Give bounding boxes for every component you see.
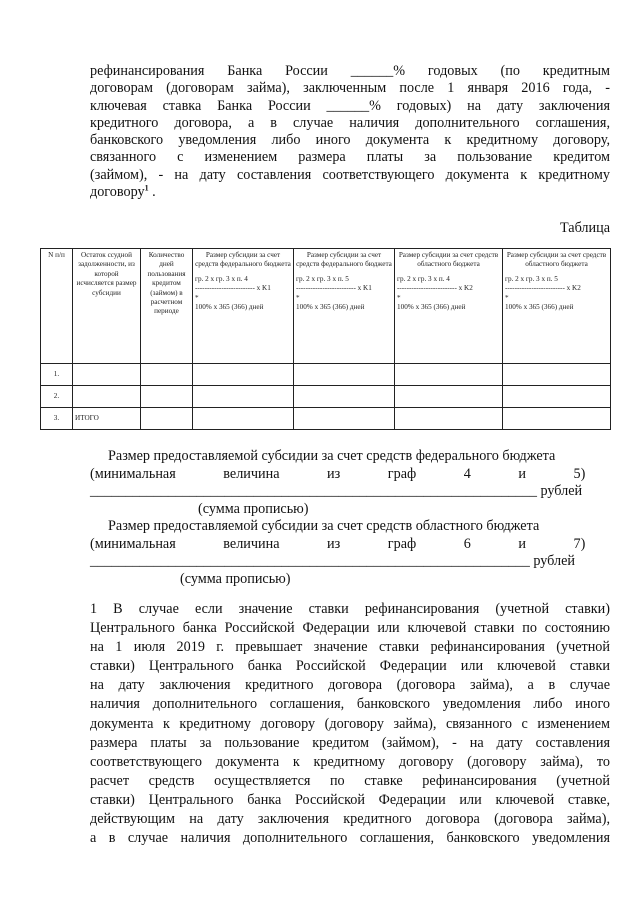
- formula-star: *: [296, 293, 300, 302]
- formula-line: ------------------------- x K1: [195, 284, 271, 293]
- federal-subsidy-block: [90, 448, 610, 518]
- header-regional-subsidy-p4: [395, 249, 503, 364]
- table-row-total: [41, 408, 611, 430]
- footnote-line: 1 В случае если значение ставки рефинансирования (учетной ставки): [90, 601, 610, 617]
- row-number: 2.: [41, 386, 73, 408]
- text-line: (займом), - на дату составления соответствующего документа к кредитному: [90, 166, 610, 183]
- formula-line: ------------------------- x K2: [397, 284, 473, 293]
- table-row: [41, 364, 611, 386]
- formula-numerator: гр. 2 x гр. 3 x п. 4: [397, 274, 450, 283]
- footnote-line: ставки) Центрального банка Российской Федерации или ключевой ставке,: [90, 791, 610, 808]
- last-line-end: .: [152, 184, 156, 201]
- formula-star: *: [195, 293, 199, 302]
- table-row: [41, 386, 611, 408]
- header-title: Размер субсидии за счет средств федерального бюджета: [195, 251, 291, 269]
- table-cell[interactable]: [193, 408, 294, 430]
- federal-caption: (сумма прописью): [198, 500, 309, 517]
- table-cell[interactable]: [395, 386, 503, 408]
- table-cell[interactable]: [395, 364, 503, 386]
- header-title: Размер субсидии за счет средств областного бюджета: [506, 251, 607, 269]
- formula-line: ------------------------- x K1: [296, 284, 372, 293]
- footnote-line: Центрального банка Российской Федерации или ключевой ставки по состоянию: [90, 620, 610, 637]
- formula-star: *: [505, 293, 509, 302]
- footnote: [90, 600, 610, 848]
- regional-amount-blank[interactable]: ______________________________________________________________: [90, 553, 530, 569]
- formula-numerator: гр. 2 x гр. 3 x п. 5: [296, 274, 349, 283]
- table-cell[interactable]: [395, 408, 503, 430]
- footnote-line: размера платы за пользование кредитом (займом), - на дату составления: [90, 734, 610, 751]
- text-line: банковского уведомления либо иного документа к кредитному договору,: [90, 132, 610, 149]
- table-cell[interactable]: [141, 386, 193, 408]
- federal-line2: (минимальная величина из граф 4 и 5): [90, 465, 586, 482]
- subsidy-table: [40, 248, 611, 430]
- footnote-line: соответствующего документа к кредитному договору (договору займа), то: [90, 753, 610, 770]
- text-line: ключевая ставка Банка России ______% годовых) на дату заключения: [90, 97, 610, 114]
- formula-denominator: 100% x 365 (366) дней: [296, 303, 365, 312]
- formula-numerator: гр. 2 x гр. 3 x п. 5: [505, 274, 558, 283]
- header-number: N п/п: [41, 249, 73, 364]
- paragraph-refinancing: [90, 63, 610, 201]
- text-line-last: [90, 184, 610, 201]
- footnote-line: на дату заключения кредитного договора (договора займа), а в случае: [90, 677, 610, 694]
- regional-line1: Размер предоставляемой субсидии за счет средств областного бюджета: [108, 518, 540, 534]
- federal-amount-blank[interactable]: _______________________________________________________________: [90, 483, 537, 499]
- table-cell[interactable]: [73, 386, 141, 408]
- formula-numerator: гр. 2 x гр. 3 x п. 4: [195, 274, 248, 283]
- formula-star: *: [397, 293, 401, 302]
- footnote-line: действующим на дату заключения кредитного договора (договора займа),: [90, 811, 610, 828]
- table-cell[interactable]: [193, 364, 294, 386]
- header-federal-subsidy-p4: [193, 249, 294, 364]
- formula-denominator: 100% x 365 (366) дней: [397, 303, 466, 312]
- last-line-text: договору: [90, 184, 145, 201]
- footnote-line: на 1 июля 2019 г. превышает значение ставки рефинансирования (учетной: [90, 639, 610, 656]
- table-cell[interactable]: [294, 386, 395, 408]
- table-cell[interactable]: [73, 364, 141, 386]
- footnote-mark[interactable]: 1: [144, 183, 149, 193]
- footnote-line: наличия дополнительного соглашения, банковского уведомления либо иного: [90, 696, 610, 713]
- federal-unit: рублей: [540, 483, 583, 499]
- regional-amount-row: [90, 553, 610, 571]
- table-cell[interactable]: [141, 364, 193, 386]
- table-cell[interactable]: [141, 408, 193, 430]
- footnote-line: документа к кредитному договору (договору займа), связанного с изменением: [90, 715, 610, 732]
- footnote-line: расчет средств осуществляется по ставке рефинансирования (учетной: [90, 772, 610, 789]
- federal-amount-row: [90, 483, 610, 501]
- text-line: договорам (договорам займа), заключенным после 1 января 2016 года, -: [90, 80, 610, 97]
- header-title: Размер субсидии за счет средств областного бюджета: [398, 251, 499, 269]
- table-cell[interactable]: [503, 364, 611, 386]
- header-regional-subsidy-p5: [503, 249, 611, 364]
- header-days: Количество дней пользования кредитом (займом) в расчетном периоде: [141, 249, 193, 364]
- table-cell[interactable]: [193, 386, 294, 408]
- table-cell[interactable]: [503, 408, 611, 430]
- text-line: кредитного договора, а в случае наличия дополнительного соглашения,: [90, 114, 610, 131]
- table-header-row: [41, 249, 611, 364]
- formula-denominator: 100% x 365 (366) дней: [195, 303, 264, 312]
- formula-line: ------------------------- x K2: [505, 284, 581, 293]
- table-cell[interactable]: [294, 364, 395, 386]
- header-federal-subsidy-p5: [294, 249, 395, 364]
- regional-subsidy-block: [90, 518, 610, 588]
- row-number: 1.: [41, 364, 73, 386]
- text-line: рефинансирования Банка России ______% годовых (по кредитным: [90, 63, 610, 79]
- regional-caption: (сумма прописью): [180, 570, 291, 587]
- total-label: ИТОГО: [73, 408, 141, 430]
- formula-denominator: 100% x 365 (366) дней: [505, 303, 574, 312]
- row-number: 3.: [41, 408, 73, 430]
- header-loan-balance: Остаток ссудной задолженности, из которой исчисляется размер субсидии: [73, 249, 141, 364]
- federal-line1: Размер предоставляемой субсидии за счет средств федерального бюджета: [108, 448, 556, 464]
- footnote-line: а в случае наличия дополнительного соглашения, банковского уведомления: [90, 830, 610, 847]
- regional-line2: (минимальная величина из граф 6 и 7): [90, 535, 586, 552]
- text-line: связанного с изменением размера платы за пользование кредитом: [90, 149, 610, 166]
- table-cell[interactable]: [503, 386, 611, 408]
- table-cell[interactable]: [294, 408, 395, 430]
- regional-unit: рублей: [533, 553, 576, 569]
- table-label: Таблица: [559, 220, 610, 236]
- footnote-line: ставки) Центрального банка Российской Федерации или ключевой ставки: [90, 658, 610, 675]
- header-title: Размер субсидии за счет средств федерального бюджета: [296, 251, 392, 269]
